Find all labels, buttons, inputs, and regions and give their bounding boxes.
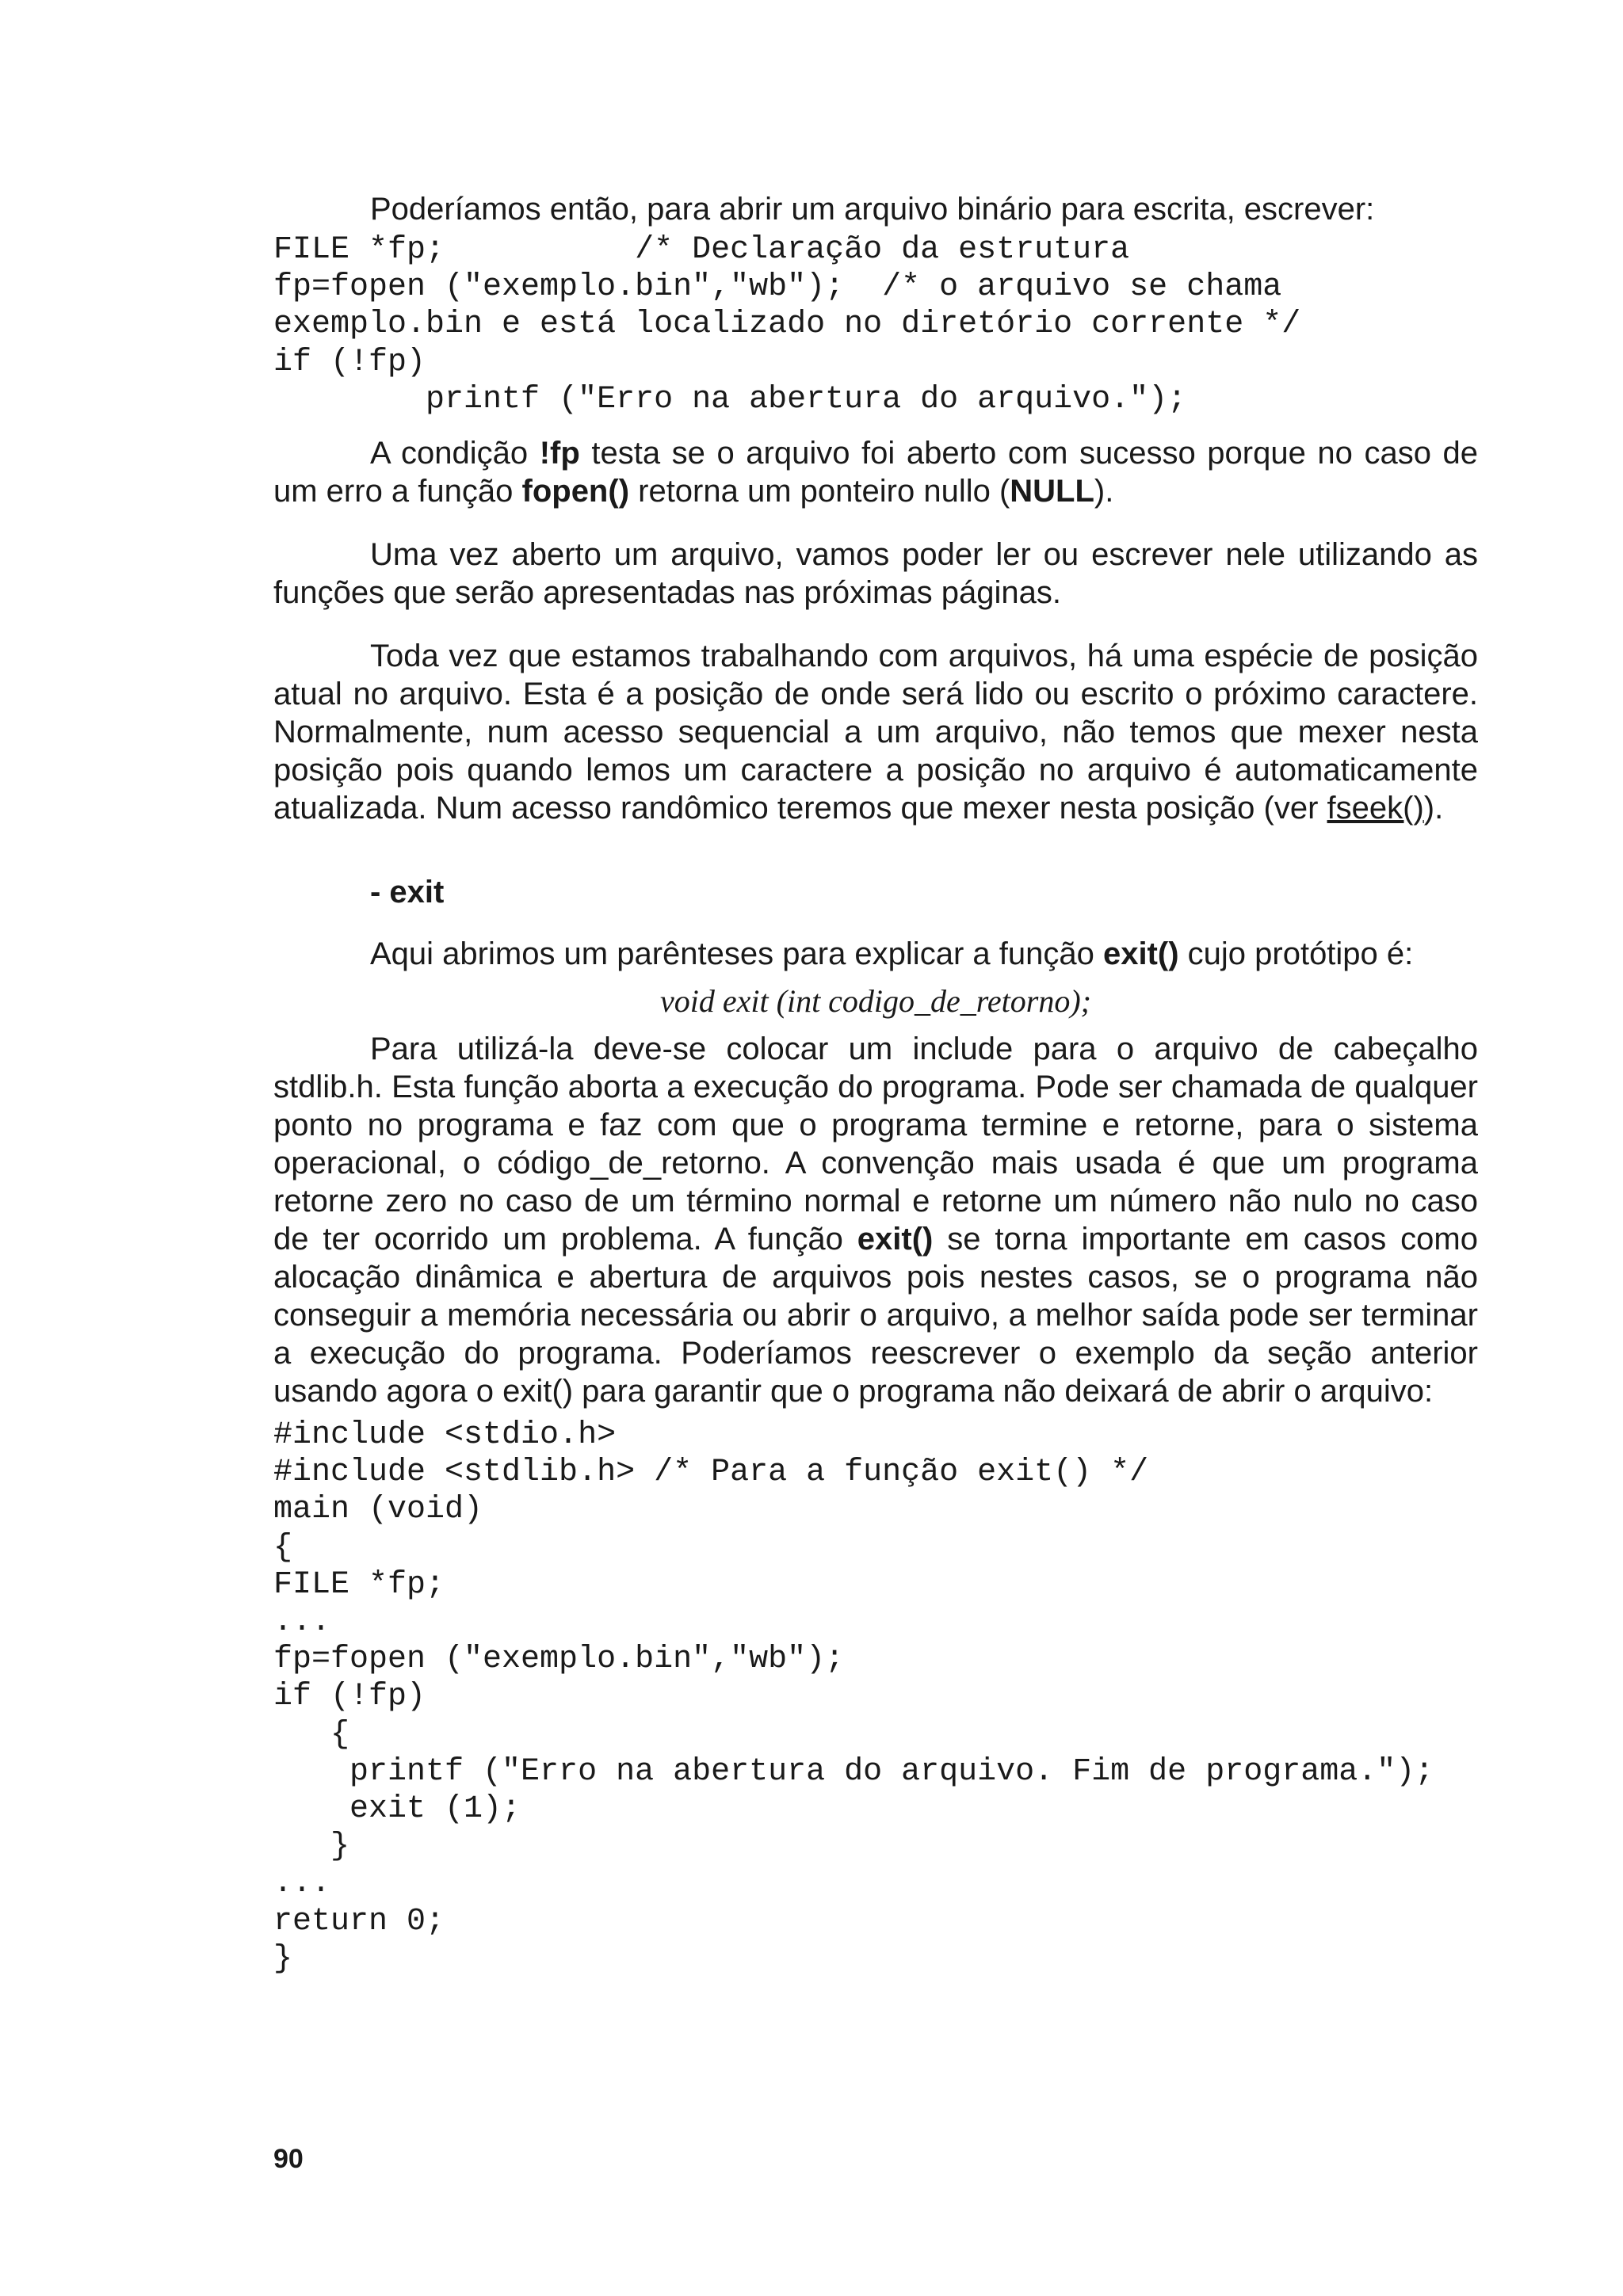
code-line: #include <stdio.h> <box>273 1417 617 1454</box>
code-line: if (!fp) <box>273 344 426 380</box>
code-line: FILE *fp; <box>273 1566 445 1603</box>
code-line: { <box>273 1716 350 1753</box>
exit-prototype: void exit (int codigo_de_retorno); <box>660 983 1091 1020</box>
code-line: fp=fopen ("exemplo.bin","wb"); /* o arquivo se chama <box>273 269 1282 306</box>
code-line: printf ("Erro na abertura do arquivo. Fim de programa."); <box>273 1753 1434 1790</box>
code-line: #include <stdlib.h> /* Para a função exit() */ <box>273 1455 1149 1491</box>
code-line: return 0; <box>273 1903 445 1939</box>
code-line: ... <box>273 1866 331 1902</box>
code-line: FILE *fp; /* Declaração da estrutura <box>273 232 1130 268</box>
open-file-paragraph: Uma vez aberto um arquivo, vamos poder ler ou escrever nele utilizando as funções que serão apresentadas nas próximas páginas. <box>273 537 1478 611</box>
section-heading-exit: - exit <box>370 875 445 910</box>
code-line: exemplo.bin e está localizado no diretório corrente */ <box>273 307 1301 343</box>
page-number: 90 <box>273 2144 304 2174</box>
exit-body-paragraph: Para utilizá-la deve-se colocar um include para o arquivo de cabeçalho stdlib.h. Esta função aborta a execução do programa. Pode ser chamada de qualquer ponto no programa e faz com que o programa termine e retorne, para o sistema operacional, o código_de_retorno. A convenção mais usada é que um programa retorne zero no caso de um término normal e retorne um número não nulo no caso de ter ocorrido um problema. A função exit() se torna importante em casos como alocação dinâmica e abertura de arquivos pois nestes casos, se o programa não conseguir a memória necessária ou abrir o arquivo, a melhor saída pode ser terminar a execução do programa. Poderíamos reescrever o exemplo da seção anterior usando agora o exit() para garantir que o programa não deixará de abrir o arquivo: <box>273 1032 1478 1409</box>
code-block-1 <box>273 231 1478 418</box>
code-line: ... <box>273 1604 331 1641</box>
code-line: fp=fopen ("exemplo.bin","wb"); <box>273 1642 845 1678</box>
condition-paragraph: A condição !fp testa se o arquivo foi aberto com sucesso porque no caso de um erro a função fopen() retorna um ponteiro nullo (NULL). <box>273 436 1478 509</box>
code-line: printf ("Erro na abertura do arquivo."); <box>273 381 1187 418</box>
fseek-link[interactable]: fseek() <box>1327 791 1424 826</box>
code-block-2 <box>273 1417 1478 1978</box>
code-line: { <box>273 1529 293 1566</box>
code-line: } <box>273 1829 350 1865</box>
code-line: if (!fp) <box>273 1679 426 1715</box>
code-line: main (void) <box>273 1492 483 1528</box>
code-line: exit (1); <box>273 1791 521 1828</box>
page-content <box>273 190 1478 1978</box>
position-paragraph: Toda vez que estamos trabalhando com arquivos, há uma espécie de posição atual no arquivo. Esta é a posição de onde será lido ou escrito o próximo caractere. Normalmente, num acesso sequencial a um arquivo, não temos que mexer nesta posição pois quando lemos um caractere a posição no arquivo é automaticamente atualizada. Num acesso randômico teremos que mexer nesta posição (ver fseek()). <box>273 639 1478 826</box>
code-line: } <box>273 1940 293 1977</box>
exit-intro-paragraph: Aqui abrimos um parênteses para explicar a função exit() cujo protótipo é: <box>370 936 1414 972</box>
intro-paragraph: Poderíamos então, para abrir um arquivo binário para escrita, escrever: <box>370 192 1375 227</box>
